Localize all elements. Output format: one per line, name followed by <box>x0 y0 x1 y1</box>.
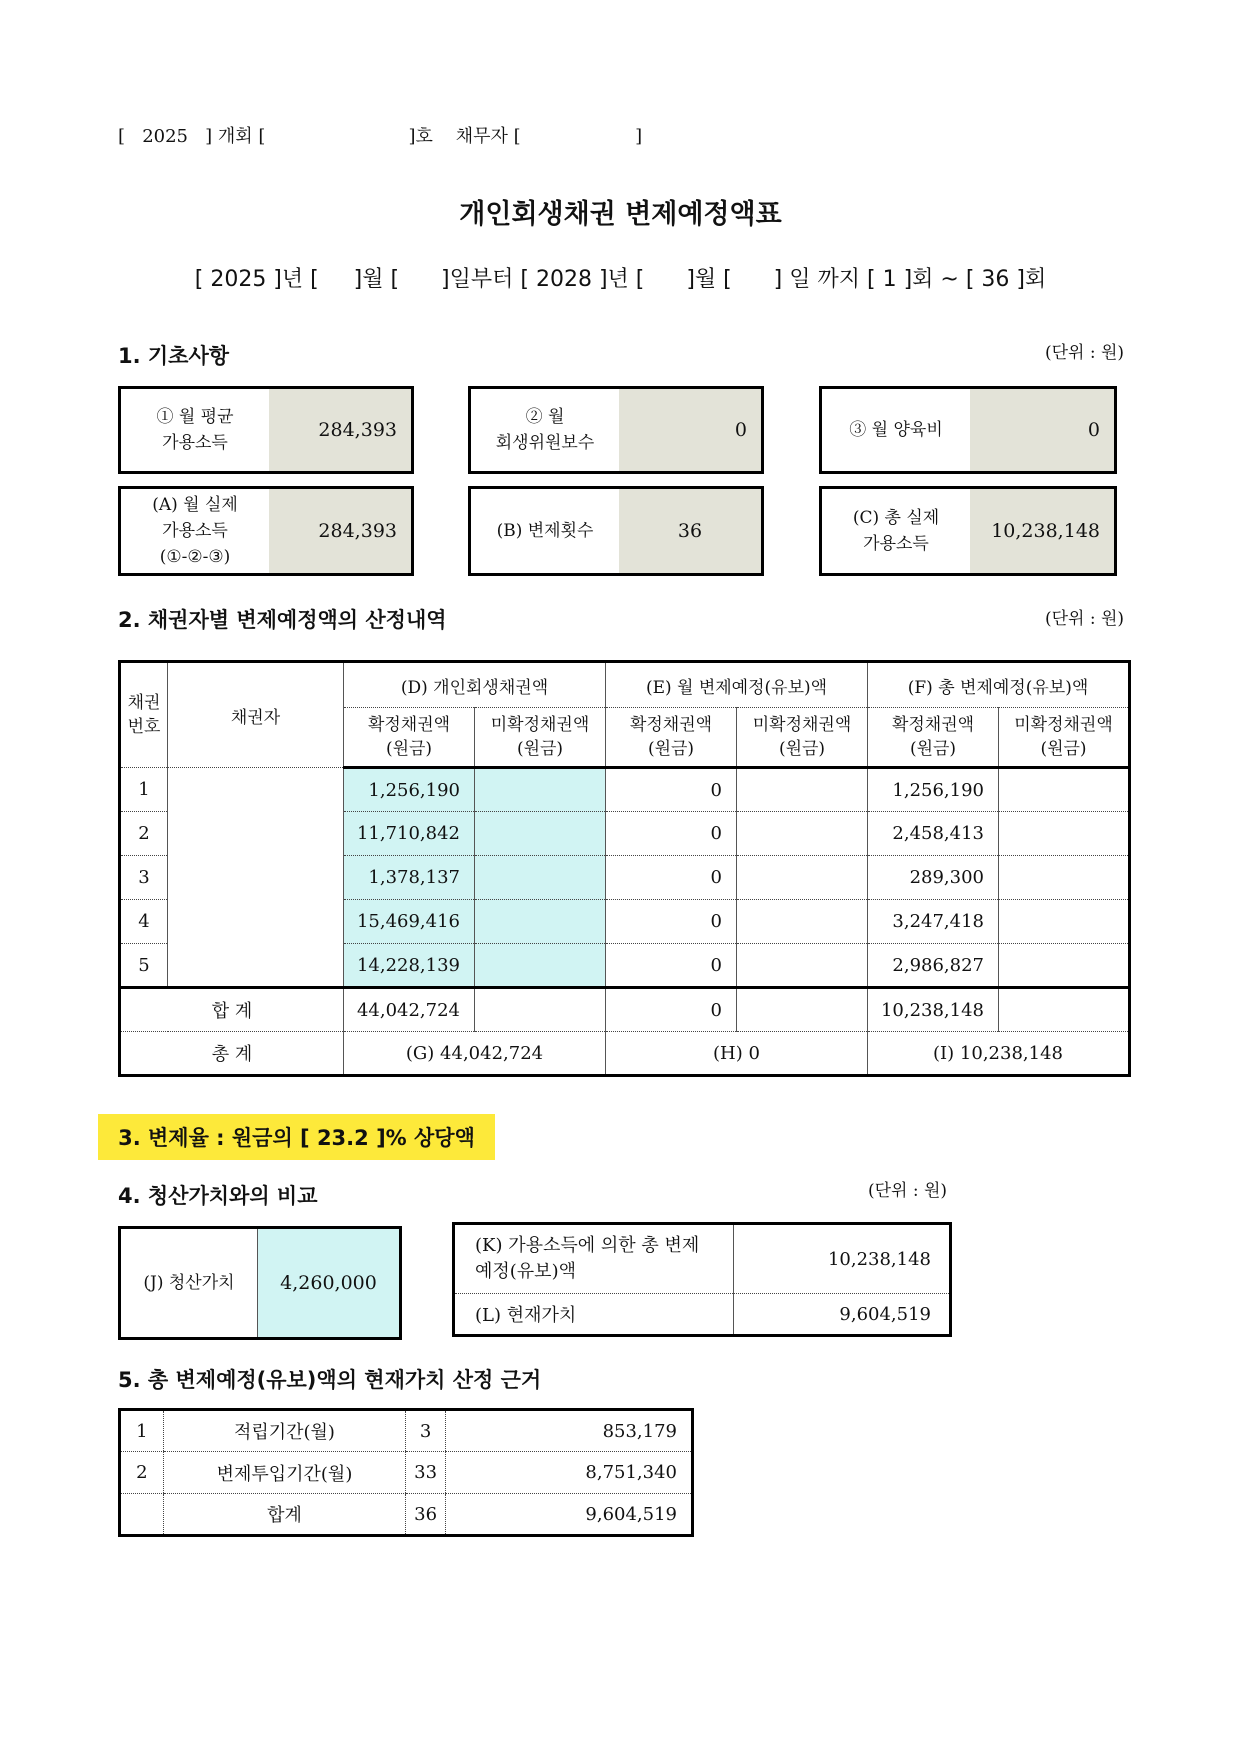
unit-label-1: (단위 : 원) <box>1045 343 1125 363</box>
e-confirmed: 0 <box>606 768 737 812</box>
sum-d-confirmed: 44,042,724 <box>344 988 475 1032</box>
d-unconfirmed <box>475 812 606 856</box>
d-unconfirmed <box>475 900 606 944</box>
e-confirmed: 0 <box>606 856 737 900</box>
section-2-title: 2. 채권자별 변제예정액의 산정내역 <box>118 608 447 632</box>
sub-header-d-confirmed: 확정채권액 (원금) <box>344 708 475 768</box>
box-repayment-count <box>468 486 764 576</box>
comparison-table <box>452 1222 952 1337</box>
box-actual-income <box>118 486 414 576</box>
creditor-table <box>118 660 1131 1077</box>
box-label: (A) 월 실제 가용소득 (①-②-③) <box>152 495 238 567</box>
table-row <box>120 1410 693 1452</box>
row-amount: 853,179 <box>446 1410 693 1452</box>
box-total-actual-income <box>819 486 1117 576</box>
row-label: 적립기간(월) <box>163 1410 405 1452</box>
group-header-d: (D) 개인회생채권액 <box>344 662 606 708</box>
unit-label-4: (단위 : 원) <box>868 1181 948 1201</box>
box-value: 10,238,148 <box>970 489 1114 573</box>
k-label: (K) 가용소득에 의한 총 변제 예정(유보)액 <box>454 1224 734 1294</box>
d-confirmed: 14,228,139 <box>344 944 475 988</box>
box-value: 0 <box>619 389 761 471</box>
total-row <box>120 1032 1130 1076</box>
row-no: 1 <box>120 1410 164 1452</box>
d-confirmed: 15,469,416 <box>344 900 475 944</box>
row-amount: 8,751,340 <box>446 1452 693 1494</box>
e-confirmed: 0 <box>606 900 737 944</box>
box-value: 36 <box>619 489 761 573</box>
f-confirmed: 289,300 <box>868 856 999 900</box>
e-unconfirmed <box>737 768 868 812</box>
e-unconfirmed <box>737 944 868 988</box>
f-confirmed: 3,247,418 <box>868 900 999 944</box>
box-value: 284,393 <box>269 489 411 573</box>
group-header-f: (F) 총 변제예정(유보)액 <box>868 662 1130 708</box>
sum-e-unconfirmed <box>737 988 868 1032</box>
f-unconfirmed <box>999 856 1130 900</box>
e-unconfirmed <box>737 856 868 900</box>
sum-e-confirmed: 0 <box>606 988 737 1032</box>
creditor-name-cell <box>168 768 344 988</box>
row-months: 33 <box>406 1452 446 1494</box>
row-no: 4 <box>120 900 168 944</box>
d-confirmed: 11,710,842 <box>344 812 475 856</box>
box-value: 284,393 <box>269 389 411 471</box>
section-3-title: 3. 변제율 : 원금의 [ 23.2 ]% 상당액 <box>118 1126 475 1150</box>
section-4-title: 4. 청산가치와의 비교 <box>118 1184 318 1208</box>
f-unconfirmed <box>999 768 1130 812</box>
present-value-table <box>118 1408 694 1537</box>
box-label: ② 월 회생위원보수 <box>495 407 595 453</box>
l-label: (L) 현재가치 <box>475 1305 577 1326</box>
e-confirmed: 0 <box>606 812 737 856</box>
box-value: 4,260,000 <box>257 1229 399 1337</box>
table-row <box>120 1452 693 1494</box>
col-header-no: 채권 번호 <box>120 662 168 768</box>
f-confirmed: 1,256,190 <box>868 768 999 812</box>
f-confirmed: 2,986,827 <box>868 944 999 988</box>
group-header-e: (E) 월 변제예정(유보)액 <box>606 662 868 708</box>
total-g: (G) 44,042,724 <box>344 1032 606 1076</box>
e-confirmed: 0 <box>606 944 737 988</box>
section-1-title: 1. 기초사항 <box>118 344 230 368</box>
sub-header-d-unconfirmed: 미확정채권액 (원금) <box>475 708 606 768</box>
box-label: ③ 월 양육비 <box>849 420 943 440</box>
d-unconfirmed <box>475 768 606 812</box>
l-value: 9,604,519 <box>733 1294 950 1336</box>
box-child-support <box>819 386 1117 474</box>
box-label: (C) 총 실제 가용소득 <box>852 508 940 554</box>
case-header: [ 2025 ] 개회 [ ]호 채무자 [ ] <box>118 126 643 147</box>
d-unconfirmed <box>475 856 606 900</box>
box-value: 0 <box>970 389 1114 471</box>
total-label: 총 계 <box>211 1044 253 1065</box>
total-h: (H) 0 <box>606 1032 868 1076</box>
table-row <box>120 1494 693 1536</box>
box-label: (B) 변제횟수 <box>496 521 594 541</box>
page-title: 개인회생채권 변제예정액표 <box>459 199 782 230</box>
sub-header-f-unconfirmed: 미확정채권액 (원금) <box>999 708 1130 768</box>
row-label: 합계 <box>163 1494 405 1536</box>
sub-header-f-confirmed: 확정채권액 (원금) <box>868 708 999 768</box>
table-row <box>120 768 1130 812</box>
unit-label-2: (단위 : 원) <box>1045 609 1125 629</box>
e-unconfirmed <box>737 812 868 856</box>
row-no: 3 <box>120 856 168 900</box>
repayment-rate-banner <box>98 1114 495 1160</box>
sum-f-confirmed: 10,238,148 <box>868 988 999 1032</box>
e-unconfirmed <box>737 900 868 944</box>
row-no: 2 <box>120 1452 164 1494</box>
total-i: (I) 10,238,148 <box>868 1032 1130 1076</box>
sub-header-e-unconfirmed: 미확정채권액 (원금) <box>737 708 868 768</box>
sum-d-unconfirmed <box>475 988 606 1032</box>
k-value: 10,238,148 <box>733 1224 950 1294</box>
row-amount: 9,604,519 <box>446 1494 693 1536</box>
col-header-creditor: 채권자 <box>168 662 344 768</box>
box-liquidation-value <box>118 1226 402 1340</box>
box-label: ① 월 평균 가용소득 <box>156 407 234 453</box>
f-unconfirmed <box>999 900 1130 944</box>
f-unconfirmed <box>999 812 1130 856</box>
f-confirmed: 2,458,413 <box>868 812 999 856</box>
row-label: 변제투입기간(월) <box>163 1452 405 1494</box>
sub-header-e-confirmed: 확정채권액 (원금) <box>606 708 737 768</box>
row-no: 1 <box>120 768 168 812</box>
row-no: 5 <box>120 944 168 988</box>
row-no <box>120 1494 164 1536</box>
sum-f-unconfirmed <box>999 988 1130 1032</box>
d-confirmed: 1,256,190 <box>344 768 475 812</box>
box-monthly-avg-income <box>118 386 414 474</box>
d-unconfirmed <box>475 944 606 988</box>
repayment-period: [ 2025 ]년 [ ]월 [ ]일부터 [ 2028 ]년 [ ]월 [ ] 일 까지 [ 1 ]회 ~ [ 36 ]회 <box>194 267 1047 292</box>
section-5-title: 5. 총 변제예정(유보)액의 현재가치 산정 근거 <box>118 1368 542 1392</box>
box-label: (J) 청산가치 <box>143 1273 235 1293</box>
sum-label: 합 계 <box>120 988 344 1032</box>
box-trustee-fee <box>468 386 764 474</box>
row-months: 36 <box>406 1494 446 1536</box>
sum-row <box>120 988 1130 1032</box>
d-confirmed: 1,378,137 <box>344 856 475 900</box>
row-months: 3 <box>406 1410 446 1452</box>
row-no: 2 <box>120 812 168 856</box>
f-unconfirmed <box>999 944 1130 988</box>
